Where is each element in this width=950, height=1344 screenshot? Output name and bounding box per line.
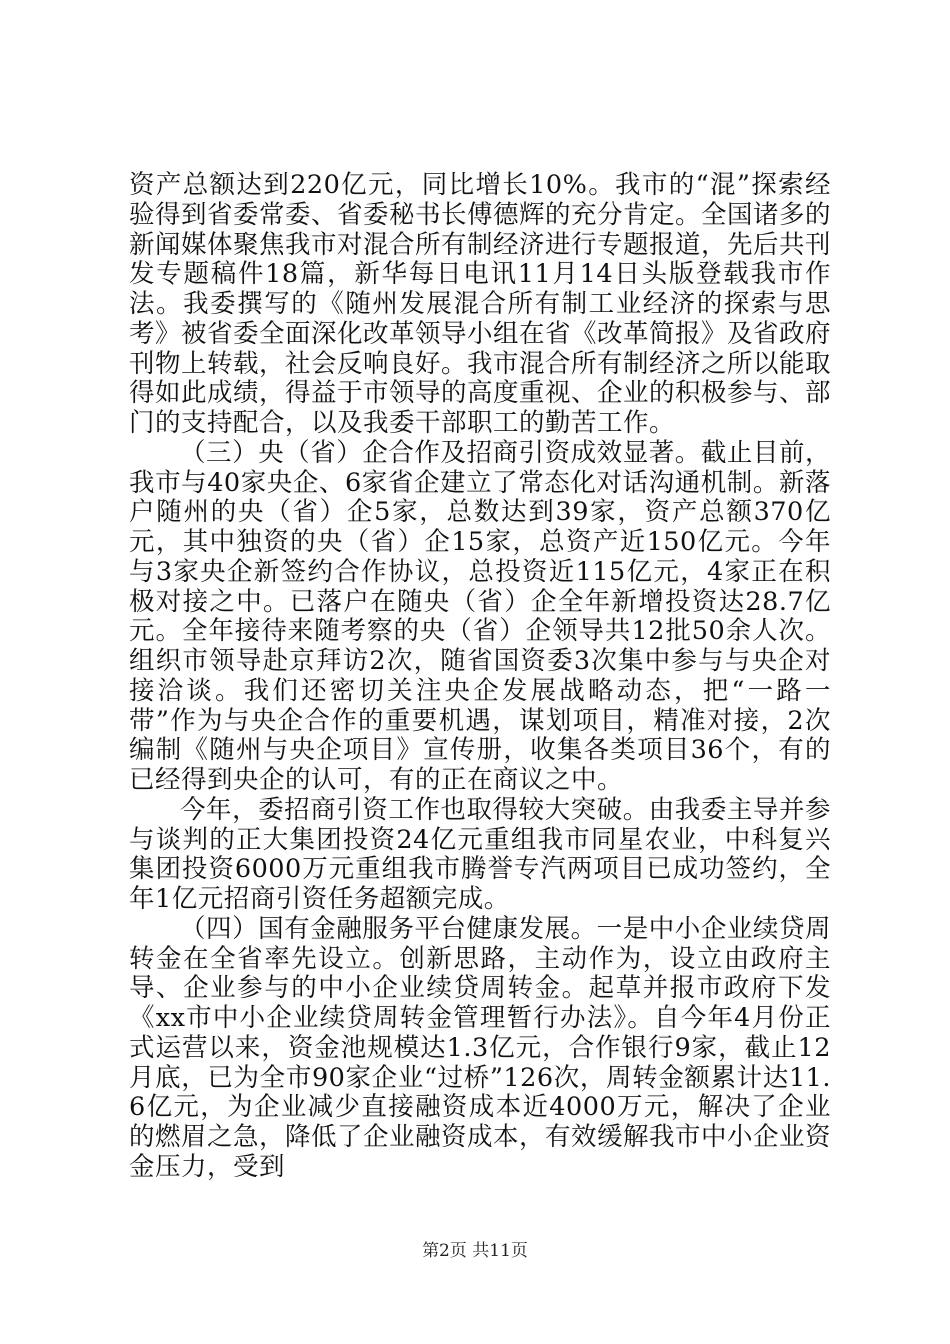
page-number-footer: 第2页 共11页 [422, 1241, 528, 1261]
paragraph-continuation: 资产总额达到220亿元，同比增长10%。我市的“混”探索经验得到省委常委、省委秘书长傅德辉的充分肯定。全国诸多的新闻媒体聚焦我市对混合所有制经济进行专题报道，先后共刊发专题稿件18篇，新华每日电讯11月14日头版登载我市作法。我委撰写的《随州发展混合所有制工业经济的探索与思考》被省委全面深化改革领导小组在省《改革简报》及省政府刊物上转载，社会反响良好。我市混合所有制经济之所以能取得如此成绩，得益于市领导的高度重视、企业的积极参与、部门的支持配合，以及我委干部职工的勤苦工作。 [129, 170, 832, 438]
document-body [129, 171, 831, 1183]
paragraph-section-three: （三）央（省）企合作及招商引资成效显著。截止目前，我市与40家央企、6家省企建立了常态化对话沟通机制。新落户随州的央（省）企5家，总数达到39家，资产总额370亿元，其中独资的央（省）企15家，总资产近150亿元。今年与3家央企新签约合作协议，总投资近115亿元，4家正在积极对接之中。已落户在随央（省）企全年新增投资达28.7亿元。全年接待来随考察的央（省）企领导共12批50余人次。组织市领导赴京拜访2次，随省国资委3次集中参与与央企对接洽谈。我们还密切关注央企发展战略动态，把“一路一带”作为与央企合作的重要机遇，谋划项目，精准对接，2次编制《随州与央企项目》宣传册，收集各类项目36个，有的已经得到央企的认可，有的正在商议之中。 [129, 437, 831, 795]
paragraph-section-four: （四）国有金融服务平台健康发展。一是中小企业续贷周转金在全省率先设立。创新思路，主动作为，设立由政府主导、企业参与的中小企业续贷周转金。起草并报市政府下发《xx市中小企业续贷周转金管理暂行办法》。自今年4月份正式运营以来，资金池规模达1.3亿元，合作银行9家，截止12月底，已为全市90家企业“过桥”126次，周转金额累计达11.6亿元，为企业减少直接融资成本近4000万元，解决了企业的燃眉之急，降低了企业融资成本，有效缓解我市中小企业资金压力，受到 [129, 913, 832, 1182]
paragraph-investment: 今年，委招商引资工作也取得较大突破。由我委主导并参与谈判的正大集团投资24亿元重组我市同星农业，中科复兴集团投资6000万元重组我市腾誉专汽两项目已成功签约，全年1亿元招商引资任务超额完成。 [129, 794, 831, 914]
